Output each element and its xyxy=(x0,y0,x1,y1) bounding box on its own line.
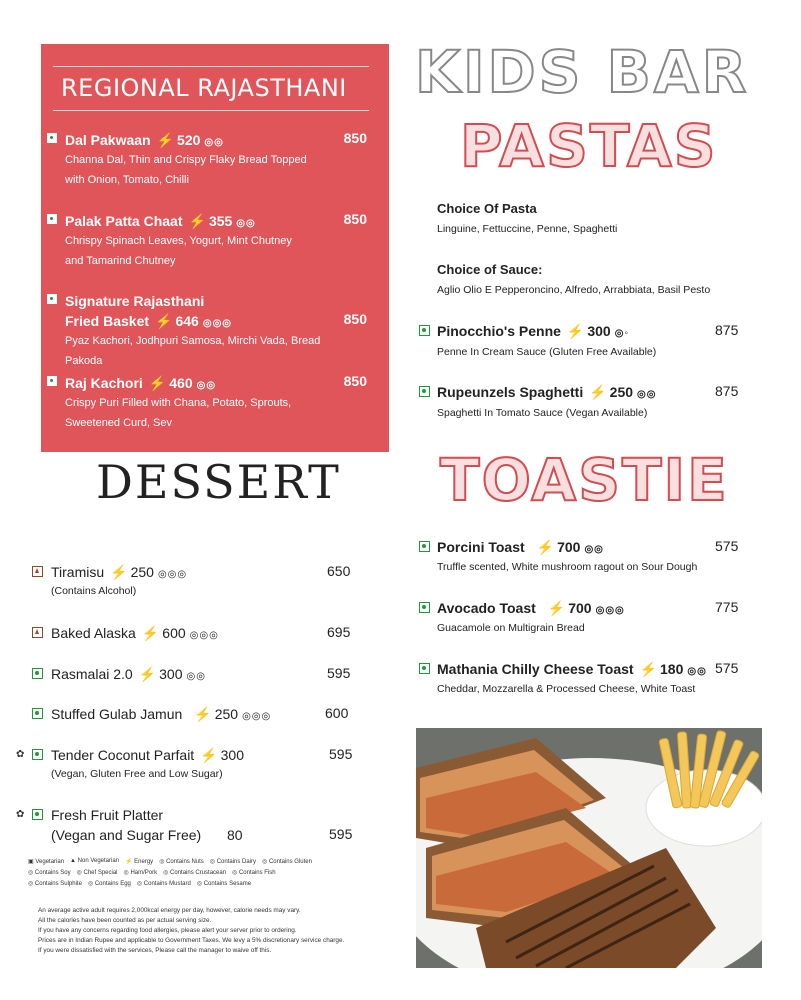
item-name: Raj Kachori xyxy=(65,375,143,391)
veg-icon xyxy=(47,376,57,386)
energy-icon: ⚡ xyxy=(200,747,218,763)
veg-icon xyxy=(32,668,43,679)
allergen-icons: ◎◎ xyxy=(196,380,217,391)
allergen-icons: ◎◎ xyxy=(204,137,224,148)
item-description: Crispy Puri Filled with Chana, Potato, Sprouts, xyxy=(65,397,292,409)
legend-soy: ◎ Contains Soy xyxy=(28,870,71,876)
item-name: Stuffed Gulab Jamun xyxy=(51,706,183,722)
item-price: 575 xyxy=(715,660,739,676)
item-description: (Contains Alcohol) xyxy=(51,585,137,597)
item-energy: 250 xyxy=(214,706,239,722)
item-description: Sweetened Curd, Sev xyxy=(65,417,173,429)
item-name: (Vegan and Sugar Free) xyxy=(51,827,202,843)
allergen-icons: ◎◦ xyxy=(614,328,629,339)
item-name: Porcini Toast xyxy=(437,539,525,555)
item-energy: 700 xyxy=(568,600,592,616)
energy-icon: ⚡ xyxy=(194,706,212,722)
item-price: 575 xyxy=(715,538,739,554)
legend-ham-pork: ◎ Ham/Pork xyxy=(123,870,158,876)
legend-sesame: ◎ Contains Sesame xyxy=(196,881,252,887)
egg-icon xyxy=(32,627,43,638)
toastie-title: TOASTIE xyxy=(440,446,729,514)
item-description: Chrispy Spinach Leaves, Yogurt, Mint Chutney xyxy=(65,235,292,247)
item-price: 775 xyxy=(715,599,739,615)
note-line: All the calories have been counted as per actual serving size. xyxy=(38,917,212,924)
legend-gluten: ◎ Contains Gluten xyxy=(262,859,312,865)
item-price: 850 xyxy=(343,311,367,327)
item-name: Avocado Toast xyxy=(437,600,536,616)
veg-icon xyxy=(419,602,430,613)
legend-nuts: ◎ Contains Nuts xyxy=(159,859,204,865)
item-energy: 520 xyxy=(177,132,201,148)
allergen-icons: ◎◎ xyxy=(584,544,604,555)
item-description: and Tamarind Chutney xyxy=(65,255,176,267)
veg-icon xyxy=(419,386,430,397)
veg-icon xyxy=(419,541,430,552)
divider-bottom xyxy=(53,110,369,111)
veg-icon xyxy=(419,663,430,674)
item-price: 650 xyxy=(327,563,351,579)
item-description: Truffle scented, White mushroom ragout on Sour Dough xyxy=(437,561,698,573)
vegan-icon: ✿ xyxy=(16,749,25,760)
item-price: 595 xyxy=(327,665,351,681)
energy-icon: ⚡ xyxy=(138,666,157,682)
menu-notes xyxy=(38,906,398,956)
choice-of-sauce-heading: Choice of Sauce: xyxy=(437,262,543,277)
item-energy: 300 xyxy=(220,747,244,763)
item-name: Fried Basket xyxy=(65,313,150,329)
allergen-legend xyxy=(28,858,388,891)
allergen-icons: ◎◎◎ xyxy=(595,605,625,616)
energy-icon: ⚡ xyxy=(536,539,555,555)
item-energy: 300 xyxy=(587,323,611,339)
item-name: Palak Patta Chaat xyxy=(65,213,183,229)
allergen-icons: ◎◎ xyxy=(236,218,256,229)
item-price: 850 xyxy=(343,130,367,146)
allergen-icons: ◎◎ xyxy=(637,389,657,400)
energy-icon: ⚡ xyxy=(589,384,607,400)
item-description: Channa Dal, Thin and Crispy Flaky Bread Topped xyxy=(65,154,307,166)
food-illustration xyxy=(416,728,762,968)
item-description: Guacamole on Multigrain Bread xyxy=(437,622,585,634)
legend-mustard: ◎ Contains Mustard xyxy=(136,881,191,887)
legend-row xyxy=(28,869,388,876)
dessert-title: DESSERT xyxy=(96,455,341,509)
item-price: 600 xyxy=(325,705,349,721)
legend-chef-special: ◎ Chef Special xyxy=(76,870,118,876)
legend-fish: ◎ Contains Fish xyxy=(232,870,276,876)
item-energy: 600 xyxy=(162,625,186,641)
veg-icon xyxy=(32,708,43,719)
veg-icon xyxy=(32,809,43,820)
regional-rajasthani-panel xyxy=(41,44,389,452)
item-name: Pinocchio's Penne xyxy=(437,323,561,339)
item-price: 595 xyxy=(329,746,353,762)
legend-row xyxy=(28,880,388,887)
item-energy: 355 xyxy=(208,213,233,229)
allergen-icons: ◎◎ xyxy=(186,671,206,682)
energy-icon: ⚡ xyxy=(188,213,206,229)
item-energy: 250 xyxy=(609,384,634,400)
note-line: If you were dissatisfied with the services, Please call the manager to waive off this. xyxy=(38,947,272,954)
veg-icon xyxy=(47,294,57,304)
item-energy: 250 xyxy=(130,564,154,580)
item-description: Penne In Cream Sauce (Gluten Free Available) xyxy=(437,346,657,358)
item-description: Pyaz Kachori, Jodhpuri Samosa, Mirchi Vada, Bread Pakoda xyxy=(65,335,321,367)
energy-icon: ⚡ xyxy=(156,132,175,148)
item-price: 875 xyxy=(715,383,739,399)
pastas-title: PASTAS xyxy=(460,112,718,180)
choice-of-pasta-heading: Choice Of Pasta xyxy=(437,201,537,216)
allergen-icons: ◎◎◎ xyxy=(242,711,272,722)
veg-icon xyxy=(47,214,57,224)
legend-sulphite: ◎ Contains Sulphite xyxy=(28,881,82,887)
section-title-regional: REGIONAL RAJASTHANI xyxy=(61,74,347,102)
item-name: Tiramisu xyxy=(51,564,105,580)
item-price: 875 xyxy=(715,322,739,338)
allergen-icons: ◎◎◎ xyxy=(189,630,219,641)
note-line: An average active adult requires 2,000kcal energy per day, however, calorie needs may vary. xyxy=(38,907,301,914)
legend-crustacean: ◎ Contains Crustacean xyxy=(163,870,227,876)
allergen-icons: ◎◎◎ xyxy=(202,318,233,329)
item-energy: 646 xyxy=(175,313,199,329)
item-energy: 80 xyxy=(227,827,243,843)
item-price: 595 xyxy=(329,826,353,842)
item-name: Tender Coconut Parfait xyxy=(51,747,195,763)
item-price: 695 xyxy=(327,624,351,640)
energy-icon: ⚡ xyxy=(155,313,173,329)
divider-top xyxy=(53,66,369,67)
item-description: with Onion, Tomato, Chilli xyxy=(65,174,189,186)
energy-icon: ⚡ xyxy=(639,661,658,677)
veg-icon xyxy=(32,749,43,760)
toast-and-fries-photo xyxy=(416,728,762,968)
item-name: Signature Rajasthani xyxy=(65,293,205,309)
item-price: 850 xyxy=(343,373,367,389)
note-line: Prices are in Indian Rupee and applicable to Government Taxes. We levy a 5% discretionary service charge. xyxy=(38,937,345,944)
item-description: Spaghetti In Tomato Sauce (Vegan Available) xyxy=(437,407,648,419)
legend-egg: ◎ Contains Egg xyxy=(87,881,131,887)
legend-dairy: ◎ Contains Dairy xyxy=(209,859,257,865)
energy-icon: ⚡ xyxy=(566,323,585,339)
item-name: Fresh Fruit Platter xyxy=(51,807,164,823)
allergen-icons: ◎◎◎ xyxy=(157,569,188,580)
item-energy: 460 xyxy=(169,375,193,391)
item-energy: 700 xyxy=(557,539,581,555)
choice-of-pasta-text: Linguine, Fettuccine, Penne, Spaghetti xyxy=(437,223,618,235)
energy-icon: ⚡ xyxy=(110,564,128,580)
veg-icon xyxy=(47,133,57,143)
legend-row xyxy=(28,858,388,865)
item-description: (Vegan, Gluten Free and Low Sugar) xyxy=(51,768,223,780)
kids-bar-title: KIDS BAR xyxy=(415,38,750,106)
item-name: Dal Pakwaan xyxy=(65,132,151,148)
legend-veg: ▣ Vegetarian xyxy=(28,859,65,865)
item-name: Rasmalai 2.0 xyxy=(51,666,133,682)
item-name: Mathania Chilly Cheese Toast xyxy=(437,661,634,677)
item-energy: 300 xyxy=(159,666,183,682)
energy-icon: ⚡ xyxy=(547,600,566,616)
vegan-icon: ✿ xyxy=(16,809,25,820)
item-name: Baked Alaska xyxy=(51,625,136,641)
item-description: Cheddar, Mozzarella & Processed Cheese, White Toast xyxy=(437,683,696,695)
allergen-icons: ◎◎ xyxy=(687,666,707,677)
energy-icon: ⚡ xyxy=(148,375,167,391)
item-price: 850 xyxy=(343,211,367,227)
choice-of-sauce-text: Aglio Olio E Pepperoncino, Alfredo, Arrabbiata, Basil Pesto xyxy=(437,284,711,296)
legend-nonveg: ▲ Non Vegetarian xyxy=(70,858,120,864)
legend-energy: ⚡ Energy xyxy=(125,859,154,865)
note-line: If you have any concerns regarding food allergies, please alert your server prior to ordering. xyxy=(38,927,297,934)
veg-icon xyxy=(419,325,430,336)
energy-icon: ⚡ xyxy=(141,625,160,641)
item-energy: 180 xyxy=(660,661,684,677)
egg-icon xyxy=(32,566,43,577)
item-name: Rupeunzels Spaghetti xyxy=(437,384,584,400)
